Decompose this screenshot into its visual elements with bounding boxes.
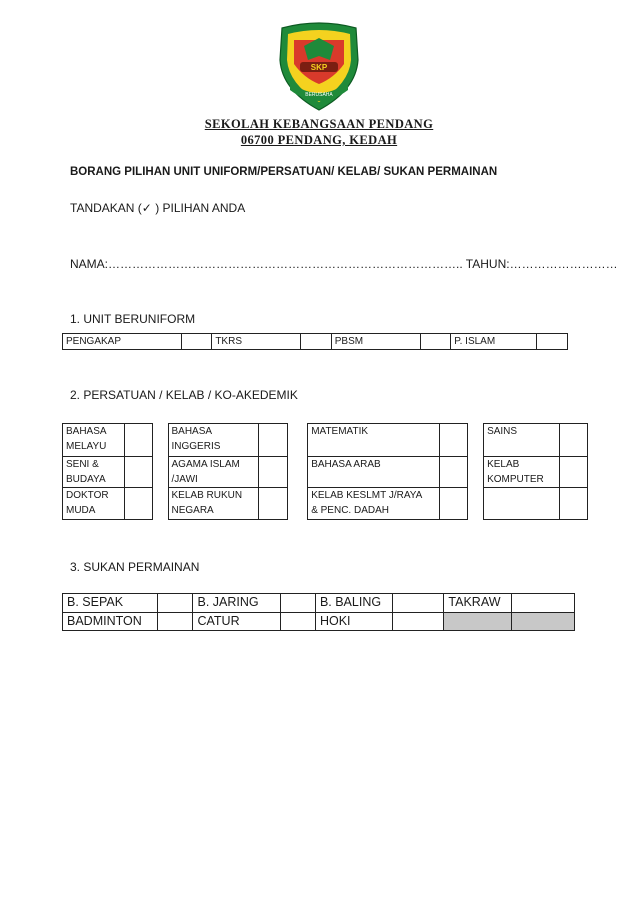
club-item: KELAB RUKUN NEGARA	[168, 488, 259, 520]
checkmark-icon: ✓	[141, 201, 152, 215]
club-item: BAHASA INGGERIS	[168, 424, 259, 457]
sport-item: B. SEPAK	[63, 594, 158, 613]
school-name: SEKOLAH KEBANGSAAN PENDANG	[204, 117, 434, 131]
sport-item: CATUR	[193, 613, 280, 631]
uniform-item: PBSM	[331, 334, 420, 350]
checkbox-cell[interactable]	[559, 424, 587, 457]
sport-item: HOKI	[315, 613, 392, 631]
checkbox-cell[interactable]	[259, 424, 287, 457]
instruction	[70, 201, 245, 215]
club-item: SENI & BUDAYA	[63, 457, 125, 488]
checkbox-cell[interactable]	[124, 457, 152, 488]
club-item: BAHASA ARAB	[308, 457, 440, 488]
instruction-text-after: ) PILIHAN ANDA	[151, 201, 246, 215]
checkbox-cell[interactable]	[537, 334, 568, 350]
checkbox-cell[interactable]	[124, 424, 152, 457]
instruction-text-before: TANDAKAN (	[70, 201, 142, 215]
checkbox-cell[interactable]	[511, 594, 574, 613]
shaded-cell	[511, 613, 574, 631]
sport-item: B. BALING	[315, 594, 392, 613]
sport-item: TAKRAW	[444, 594, 511, 613]
uniform-item: P. ISLAM	[451, 334, 537, 350]
checkbox-cell[interactable]	[280, 594, 315, 613]
checkbox-cell[interactable]	[420, 334, 451, 350]
checkbox-cell[interactable]	[393, 594, 444, 613]
club-item: KELAB KOMPUTER	[484, 457, 560, 488]
club-item: KELAB KESLMT J/RAYA & PENC. DADAH	[308, 488, 440, 520]
uniform-item: TKRS	[212, 334, 301, 350]
checkbox-cell[interactable]	[181, 334, 212, 350]
club-item: SAINS	[484, 424, 560, 457]
checkbox-cell[interactable]	[559, 488, 587, 520]
sports-table	[62, 593, 575, 631]
clubs-table	[62, 423, 588, 520]
checkbox-cell[interactable]	[158, 594, 193, 613]
club-item	[484, 488, 560, 520]
club-item: AGAMA ISLAM /JAWI	[168, 457, 259, 488]
checkbox-cell[interactable]	[124, 488, 152, 520]
uniform-table	[62, 333, 568, 350]
section-sports-title: 3. SUKAN PERMAINAN	[70, 560, 200, 574]
checkbox-cell[interactable]	[440, 424, 468, 457]
checkbox-cell[interactable]	[393, 613, 444, 631]
checkbox-cell[interactable]	[440, 488, 468, 520]
checkbox-cell[interactable]	[280, 613, 315, 631]
section-clubs-title: 2. PERSATUAN / KELAB / KO-AKEDEMIK	[70, 388, 298, 402]
uniform-item: PENGAKAP	[63, 334, 182, 350]
checkbox-cell[interactable]	[259, 488, 287, 520]
logo-ribbon-text: BERUSAHA	[305, 92, 333, 98]
checkbox-cell[interactable]	[259, 457, 287, 488]
club-item: MATEMATIK	[308, 424, 440, 457]
form-title: BORANG PILIHAN UNIT UNIFORM/PERSATUAN/ KELAB/ SUKAN PERMAINAN	[70, 166, 498, 178]
club-item: DOKTOR MUDA	[63, 488, 125, 520]
logo-banner-text: SKP	[310, 63, 328, 72]
checkbox-cell[interactable]	[158, 613, 193, 631]
section-uniform-title: 1. UNIT BERUNIFORM	[70, 312, 196, 326]
name-year-line: NAMA:…………………………………………………………………………….. TAHUN:………………………	[70, 257, 618, 271]
club-item: BAHASA MELAYU	[63, 424, 125, 457]
school-address: 06700 PENDANG, KEDAH	[240, 133, 398, 147]
shaded-cell	[444, 613, 511, 631]
sport-item: B. JARING	[193, 594, 280, 613]
checkbox-cell[interactable]	[301, 334, 332, 350]
checkbox-cell[interactable]	[559, 457, 587, 488]
checkbox-cell[interactable]	[440, 457, 468, 488]
school-logo	[274, 20, 364, 112]
sport-item: BADMINTON	[63, 613, 158, 631]
